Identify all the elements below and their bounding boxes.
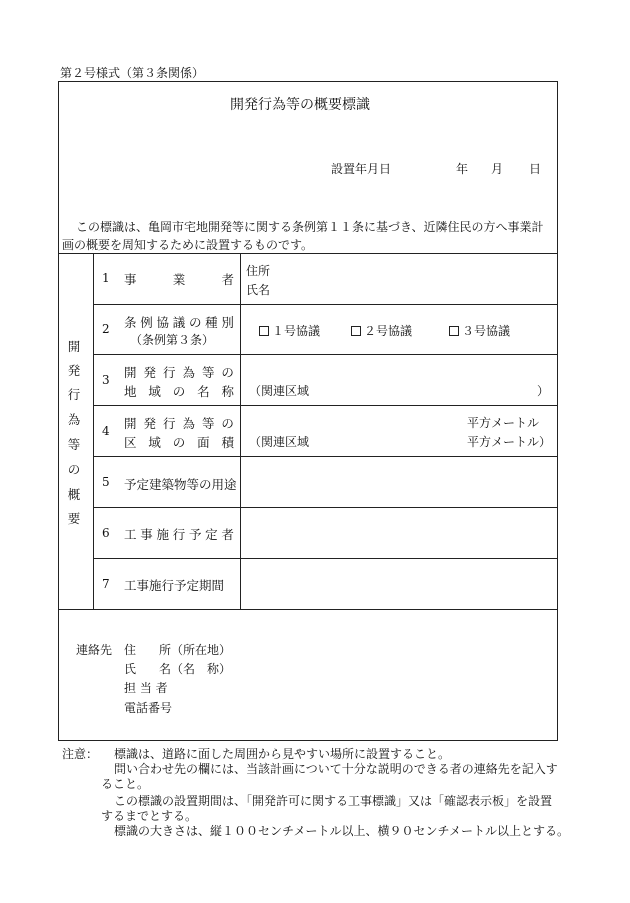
- label-char: 等: [201, 365, 215, 380]
- note-line: ること。: [101, 777, 150, 791]
- row-divider: [93, 558, 558, 559]
- label-char: 予: [188, 527, 202, 542]
- table-bottom-border: [58, 609, 558, 610]
- row-label-construction-period: 工事施行予定期間: [124, 578, 225, 593]
- notes-head: 注意：: [62, 747, 99, 761]
- label-char: 例: [140, 315, 153, 330]
- area-unit: 平方メートル: [467, 416, 540, 430]
- table-top-border: [58, 253, 558, 254]
- label-char: 事: [124, 272, 137, 287]
- date-day: 日: [529, 162, 542, 176]
- label-char: の: [172, 435, 186, 450]
- label-char: 業: [172, 272, 186, 287]
- row-divider: [93, 405, 558, 406]
- label-char: 行: [172, 527, 186, 542]
- row-number: 3: [102, 373, 110, 387]
- row-number: 4: [102, 424, 110, 438]
- label-char: 面: [197, 435, 210, 450]
- form-number-label: 第２号様式（第３条関係）: [60, 66, 205, 80]
- row-number: 1: [102, 271, 110, 285]
- row-label-area-size-line2: [124, 433, 234, 451]
- related-area-close: ）: [537, 384, 550, 398]
- related-area-unit: 平方メートル）: [467, 435, 552, 449]
- label-char: の: [221, 416, 234, 431]
- side-label-char: 発: [67, 363, 81, 378]
- side-label-char: の: [67, 462, 81, 477]
- contact-name-label: 名（名 称）: [159, 662, 232, 676]
- side-label-char: 為: [67, 412, 81, 427]
- contact-address-label: 所（所在地）: [159, 643, 232, 657]
- contact-name-char: 氏: [124, 662, 137, 676]
- row-label-area-name-line2: [124, 382, 234, 400]
- label-char: 行: [162, 416, 176, 431]
- intro-text-line1: この標識は、亀岡市宅地開発等に関する条例第１１条に基づき、近隣住民の方へ事業計: [76, 220, 544, 234]
- label-char: の: [188, 315, 202, 330]
- option-type3[interactable]: [449, 322, 510, 339]
- row-divider: [93, 456, 558, 457]
- label-char: 条: [124, 315, 137, 330]
- sign-title: 開発行為等の概要標識: [230, 97, 370, 113]
- label-char: 開: [124, 365, 137, 380]
- label-char: 行: [162, 365, 176, 380]
- row-label-business-operator: [124, 270, 234, 288]
- label-char: 地: [124, 384, 137, 399]
- row-label-building-use: 予定建築物等の用途: [124, 477, 237, 492]
- operator-address-label: 住所: [246, 264, 271, 278]
- option-label: ３号協議: [462, 324, 511, 338]
- side-label-char: 開: [67, 339, 81, 354]
- note-line: 標識は、道路に面した周囲から見やすい場所に設置すること。: [114, 747, 451, 761]
- install-date-label: 設置年月日: [331, 162, 392, 176]
- date-year: 年: [456, 162, 469, 176]
- option-label: ２号協議: [364, 324, 413, 338]
- row-number: 5: [102, 475, 110, 489]
- contact-person-label: 担 当 者: [124, 681, 168, 695]
- note-line: この標識の設置期間は、「開発許可に関する工事標識」又は「確認表示板」を設置: [114, 794, 553, 808]
- side-label-char: 要: [67, 511, 81, 526]
- row-divider: [93, 354, 558, 355]
- checkbox-icon[interactable]: [351, 326, 361, 336]
- contact-label: 連絡先: [76, 643, 113, 657]
- label-col-border: [240, 253, 241, 609]
- label-char: 為: [182, 365, 195, 380]
- row-divider: [93, 507, 558, 508]
- label-char: 発: [143, 365, 156, 380]
- label-char: 称: [221, 384, 234, 399]
- label-char: 工: [124, 527, 137, 542]
- label-char: 者: [221, 527, 234, 542]
- label-char: 定: [205, 527, 218, 542]
- label-char: 等: [201, 416, 215, 431]
- note-line: 標識の大きさは、縦１００センチメートル以上、横９０センチメートル以上とする。: [114, 824, 570, 838]
- label-char: 種: [205, 315, 218, 330]
- checkbox-icon[interactable]: [449, 326, 459, 336]
- row-label-area-name-line1: [124, 363, 234, 381]
- contact-phone-label: 電話番号: [124, 701, 173, 715]
- side-col-border: [93, 253, 94, 609]
- row-label-consultation-type: [124, 313, 234, 331]
- option-label: １号協議: [272, 324, 321, 338]
- label-char: 別: [221, 315, 234, 330]
- row-sublabel: （条例第３条）: [130, 333, 215, 347]
- row-number: 7: [102, 577, 110, 591]
- label-char: の: [221, 365, 234, 380]
- label-char: 議: [172, 315, 186, 330]
- label-char: 区: [124, 435, 137, 450]
- label-char: 域: [148, 435, 161, 450]
- label-char: 開: [124, 416, 137, 431]
- side-label-char: 等: [67, 437, 81, 452]
- label-char: 協: [156, 315, 169, 330]
- intro-text-line2: 画の概要を周知するために設置するものです。: [62, 238, 314, 252]
- row-divider: [93, 304, 558, 305]
- label-char: 施: [156, 527, 169, 542]
- row-number: 2: [102, 322, 110, 336]
- label-char: 事: [140, 527, 153, 542]
- note-line: するまでとする。: [101, 809, 198, 823]
- row-label-contractor: [124, 525, 234, 543]
- checkbox-icon[interactable]: [259, 326, 269, 336]
- label-char: 名: [197, 384, 210, 399]
- label-char: 域: [148, 384, 161, 399]
- side-label-char: 行: [67, 387, 81, 402]
- related-area-label: （関連区域: [249, 435, 310, 449]
- option-type2[interactable]: [351, 322, 412, 339]
- label-char: 者: [221, 272, 234, 287]
- option-type1[interactable]: [259, 322, 320, 339]
- note-line: 問い合わせ先の欄には、当該計画について十分な説明のできる者の連絡先を記入す: [114, 762, 558, 776]
- related-area-label: （関連区域: [249, 384, 310, 398]
- contact-address-char: 住: [124, 643, 137, 657]
- side-label-char: 概: [67, 487, 81, 502]
- label-char: の: [172, 384, 186, 399]
- row-number: 6: [102, 526, 110, 540]
- label-char: 発: [143, 416, 156, 431]
- label-char: 為: [182, 416, 195, 431]
- date-month: 月: [491, 162, 504, 176]
- operator-name-label: 氏名: [246, 283, 271, 297]
- row-label-area-size-line1: [124, 414, 234, 432]
- label-char: 積: [221, 435, 234, 450]
